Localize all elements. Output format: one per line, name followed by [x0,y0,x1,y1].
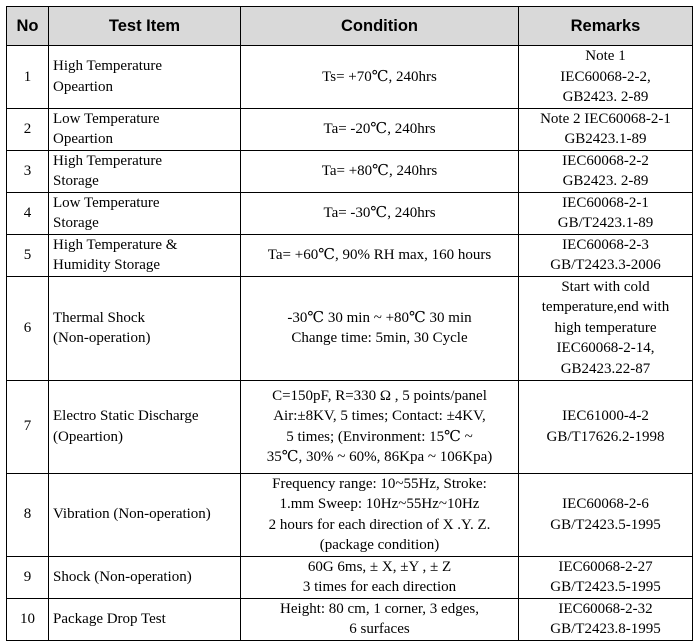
cell-remarks-line: GB2423.1-89 [564,131,647,147]
cell-remarks-line: IEC60068-2-27 [558,558,653,575]
cell-no: 5 [7,234,49,276]
cell-remarks [519,598,693,640]
cell-test-item [49,598,241,640]
cell-test-item-line: Package Drop Test [53,610,166,627]
cell-condition-line: 2 hours for each direction of X .Y. Z. [268,516,491,533]
cell-remarks [519,46,693,109]
table-row [7,473,693,556]
cell-no: 8 [7,473,49,556]
cell-remarks [519,192,693,234]
cell-remarks-line: IEC60068-2-2, [560,68,651,85]
cell-condition-line: Ta= +80℃, 240hrs [321,162,438,179]
cell-remarks [519,276,693,380]
cell-condition [241,46,519,109]
cell-condition [241,108,519,150]
cell-remarks-line: IEC60068-2-32 [558,600,653,617]
cell-condition-line: (package condition) [319,537,440,553]
cell-remarks-line: IEC60068-2-14, [556,340,655,357]
table-row [7,192,693,234]
cell-condition [241,598,519,640]
cell-test-item-line: Thermal Shock [53,309,146,326]
cell-condition [241,234,519,276]
cell-remarks-line: GB/T2423.5-1995 [550,516,661,533]
cell-remarks-line: GB2423. 2-89 [562,173,649,189]
cell-test-item-line: (Non-operation) [53,330,151,346]
header-no: No [7,7,49,46]
cell-test-item [49,380,241,473]
cell-test-item [49,150,241,192]
cell-condition-line: 6 surfaces [349,621,410,637]
cell-remarks-line: temperature,end with [541,299,670,316]
cell-condition-line: C=150pF, R=330 Ω , 5 points/panel [272,387,487,404]
cell-no: 7 [7,380,49,473]
cell-remarks-line: GB2423. 2-89 [562,89,649,105]
cell-condition [241,380,519,473]
cell-no: 2 [7,108,49,150]
cell-condition-line: 35℃, 30% ~ 60%, 86Kpa ~ 106Kpa) [266,449,493,465]
cell-test-item [49,192,241,234]
cell-remarks [519,380,693,473]
cell-condition-line: -30℃ 30 min ~ +80℃ 30 min [287,309,472,326]
cell-condition-line: 3 times for each direction [302,579,457,595]
cell-condition [241,556,519,598]
cell-remarks-line: GB/T2423.1-89 [557,215,654,231]
cell-condition [241,276,519,380]
cell-test-item-line: Opeartion [53,78,113,95]
cell-remarks-line: GB/T2423.5-1995 [550,579,661,595]
cell-test-item [49,556,241,598]
cell-remarks [519,556,693,598]
cell-test-item [49,276,241,380]
cell-condition-line: 60G 6ms, ± X, ±Y , ± Z [307,558,452,575]
cell-condition-line: Height: 80 cm, 1 corner, 3 edges, [280,600,479,617]
cell-remarks-line: GB2423.22-87 [560,360,651,377]
cell-no: 9 [7,556,49,598]
table-row [7,108,693,150]
table-row [7,380,693,473]
cell-test-item-line: High Temperature [53,58,163,75]
cell-remarks-line: IEC60068-2-6 [562,496,649,512]
cell-remarks-line: Note 2 IEC60068-2-1 [540,110,671,127]
cell-condition-line: Ta= -20℃, 240hrs [323,120,436,137]
cell-test-item-line: (Opeartion) [53,428,123,445]
table-body [7,46,693,641]
cell-remarks-line: IEC61000-4-2 [562,408,649,424]
header-row [7,7,693,46]
cell-no: 1 [7,46,49,109]
cell-remarks-line: GB/T2423.8-1995 [550,621,661,637]
cell-remarks-line: high temperature [554,319,657,336]
cell-remarks [519,473,693,556]
cell-test-item-line: Vibration (Non-operation) [53,506,211,523]
cell-test-item-line: Low Temperature [53,194,160,211]
cell-test-item-line: Low Temperature [53,110,160,127]
table-row [7,234,693,276]
cell-test-item-line: Shock (Non-operation) [53,568,192,585]
cell-remarks [519,108,693,150]
table-row [7,150,693,192]
cell-test-item [49,46,241,109]
cell-condition-line: Change time: 5min, 30 Cycle [291,330,468,346]
cell-no: 6 [7,276,49,380]
cell-test-item-line: Electro Static Discharge [53,408,199,424]
cell-no: 3 [7,150,49,192]
cell-test-item-line: Humidity Storage [53,257,161,273]
cell-test-item [49,473,241,556]
cell-test-item-line: High Temperature [53,152,163,169]
cell-test-item [49,108,241,150]
cell-remarks-line: Start with cold [561,278,650,295]
cell-condition [241,192,519,234]
table-row [7,46,693,109]
cell-test-item-line: High Temperature & [53,236,178,253]
cell-no: 10 [7,598,49,640]
cell-condition-line: Ta= +60℃, 90% RH max, 160 hours [267,246,492,263]
cell-remarks-line: IEC60068-2-2 [562,152,649,169]
cell-remarks-line: Note 1 [585,48,626,64]
cell-remarks-line: IEC60068-2-1 [562,194,649,211]
cell-condition-line: Frequency range: 10~55Hz, Stroke: [272,475,487,492]
cell-test-item-line: Opeartion [53,131,113,147]
table-row [7,598,693,640]
cell-condition-line: Ta= -30℃, 240hrs [323,204,436,221]
cell-condition [241,150,519,192]
table-row [7,556,693,598]
cell-condition-line: 1.mm Sweep: 10Hz~55Hz~10Hz [279,496,480,512]
cell-test-item [49,234,241,276]
cell-condition [241,473,519,556]
header-condition: Condition [241,7,519,46]
header-test-item: Test Item [49,7,241,46]
test-table [6,6,693,641]
cell-test-item-line: Storage [53,173,99,189]
cell-remarks-line: GB/T17626.2-1998 [546,428,665,445]
cell-condition-line: 5 times; (Environment: 15℃ ~ [286,428,473,445]
cell-condition-line: Air:±8KV, 5 times; Contact: ±4KV, [273,408,486,424]
cell-remarks-line: GB/T2423.3-2006 [550,257,661,273]
cell-no: 4 [7,192,49,234]
header-remarks: Remarks [519,7,693,46]
cell-condition-line: Ts= +70℃, 240hrs [322,68,437,85]
cell-remarks-line: IEC60068-2-3 [562,236,649,253]
table-row [7,276,693,380]
cell-remarks [519,234,693,276]
cell-remarks [519,150,693,192]
cell-test-item-line: Storage [53,215,99,231]
